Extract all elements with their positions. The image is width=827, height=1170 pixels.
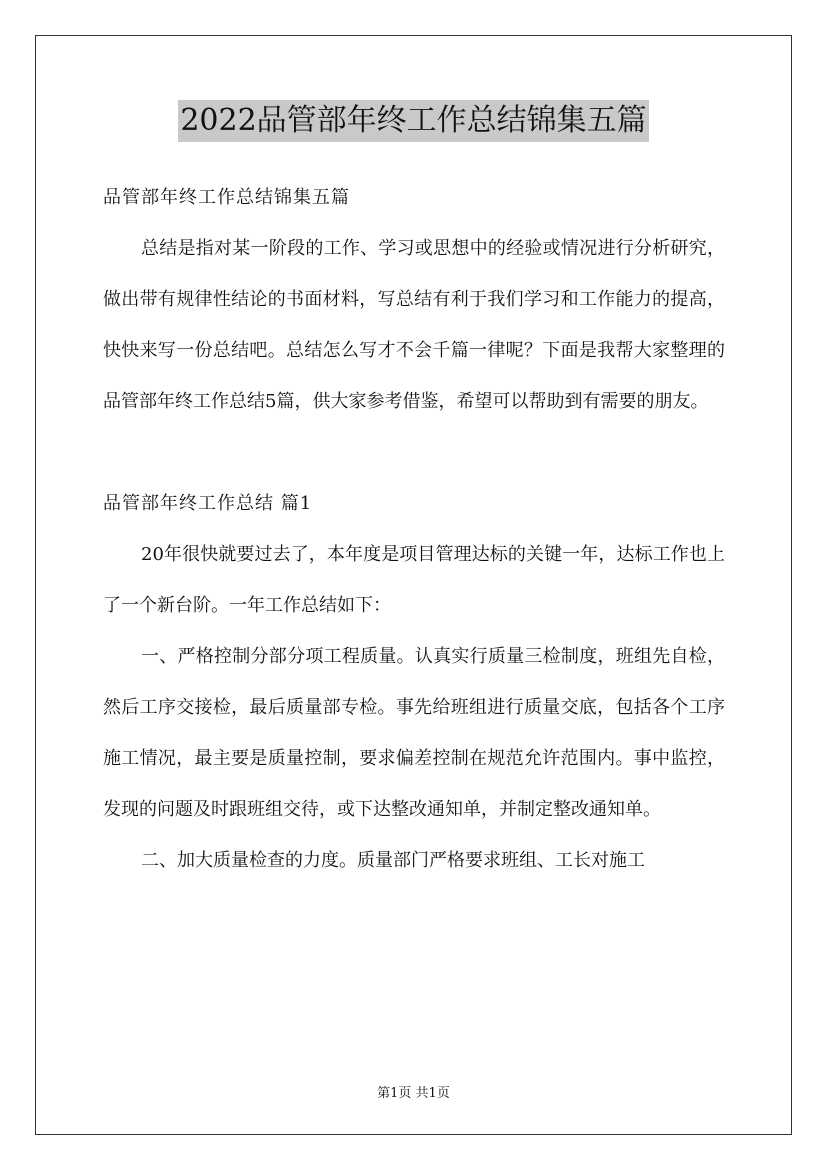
document-subtitle: 品管部年终工作总结锦集五篇	[103, 187, 350, 208]
section-heading: 品管部年终工作总结 篇1	[103, 493, 313, 514]
intro-paragraph: 总结是指对某一阶段的工作、学习或思想中的经验或情况进行分析研究，做出带有规律性结论的书面材料，写总结有利于我们学习和工作能力的提高，快快来写一份总结吧。总结怎么写才不会千篇一律呢？下面是我帮大家整理的品管部年终工作总结5篇，供大家参考借鉴，希望可以帮助到有需要的朋友。	[103, 238, 725, 412]
section-paragraph-1: 20年很快就要过去了，本年度是项目管理达标的关键一年，达标工作也上了一个新台阶。一年工作总结如下：	[103, 544, 725, 616]
page-footer: 第1页 共1页	[377, 1086, 450, 1101]
document-title: 2022品管部年终工作总结锦集五篇	[178, 100, 648, 142]
section-paragraph-2: 一、严格控制分部分项工程质量。认真实行质量三检制度，班组先自检，然后工序交接检，最后质量部专检。事先给班组进行质量交底，包括各个工序施工情况，最主要是质量控制，要求偏差控制在规范允许范围内。事中监控，发现的问题及时跟班组交待，或下达整改通知单，并制定整改通知单。	[103, 646, 725, 820]
section-paragraph-3: 二、加大质量检查的力度。质量部门严格要求班组、工长对施工	[141, 850, 645, 871]
title-container	[0, 100, 827, 142]
document-body	[103, 172, 725, 886]
section-gap	[103, 427, 725, 478]
